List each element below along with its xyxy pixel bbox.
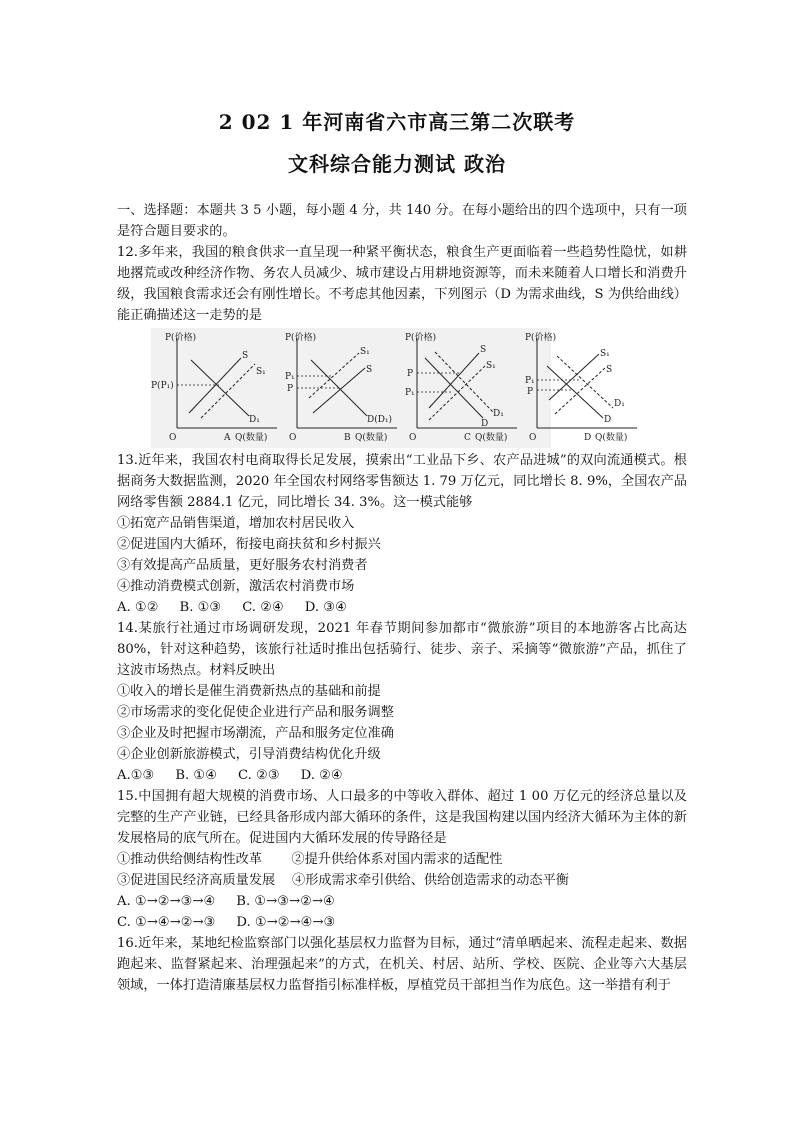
figure-d-p: P xyxy=(527,387,534,397)
figure-d-xlabel: Q(数量) xyxy=(595,433,628,443)
question-14-item-3: ③企业及时把握市场潮流，产品和服务定位准确 xyxy=(117,726,394,741)
figure-a-price: P(P₁) xyxy=(151,381,174,391)
exam-subtitle: 文科综合能力测试 政治 xyxy=(288,152,506,176)
question-14-stem: 14.某旅行社通过市场调研发现，2021 年春节期间参加都市“微旅游”项目的本地游客占比高达 80%，针对这种趋势，该旅行社适时推出包括骑行、徒步、亲子、采摘等“微旅游”产品，抓住了这波市场热点。材料反映出 xyxy=(117,621,687,678)
figure-a-origin: O xyxy=(169,433,177,443)
figure-b-xlabel: Q(数量) xyxy=(355,433,388,443)
figure-c-s: S xyxy=(480,345,487,355)
figure-b-p1: P₁ xyxy=(285,372,295,382)
figure-d-origin: O xyxy=(529,433,537,443)
figure-d-s1: S₁ xyxy=(600,349,610,359)
figure-d-label: D xyxy=(584,433,592,443)
exam-body xyxy=(117,200,687,996)
question-14-item-4: ④企业创新旅游模式，引导消费结构优化升级 xyxy=(117,747,381,762)
figure-c-origin: O xyxy=(409,433,417,443)
exam-title: 2 02 1 年河南省六市高三第二次联考 xyxy=(218,110,576,134)
question-12-figures xyxy=(117,328,687,448)
figure-b-s: S xyxy=(366,365,373,375)
figure-a xyxy=(149,328,289,448)
figure-d-d: D xyxy=(604,415,612,425)
figure-b xyxy=(269,328,409,448)
question-15-item-row-1: ①推动供给侧结构性改革 ②提升供给体系对国内需求的适配性 xyxy=(117,852,503,867)
figure-b-p: P xyxy=(287,384,294,394)
section-intro: 一、选择题：本题共 3 5 小题，每小题 4 分，共 140 分。在每小题给出的四个选项中，只有一项是符合题目要求的。 xyxy=(117,203,687,239)
figure-d-d1: D₁ xyxy=(614,399,625,409)
figure-b-origin: O xyxy=(289,433,297,443)
figure-c-ylabel: P(价格) xyxy=(405,333,437,343)
figure-c-xlabel: Q(数量) xyxy=(475,433,508,443)
figure-b-d: D(D₁) xyxy=(367,415,393,425)
figure-c-d1: D₁ xyxy=(493,409,504,419)
figure-d xyxy=(509,328,649,448)
figure-a-s1: S₁ xyxy=(256,367,266,377)
figure-d-p1: P₁ xyxy=(525,376,535,386)
figure-b-ylabel: P(价格) xyxy=(285,333,317,343)
question-15-options-row-1: A. ①→②→③→④ B. ①→③→②→④ xyxy=(117,894,335,909)
question-13-item-3: ③有效提高产品质量，更好服务农村消费者 xyxy=(117,558,368,573)
question-14-item-1: ①收入的增长是催生消费新热点的基础和前提 xyxy=(117,684,381,699)
figure-a-d1: D₁ xyxy=(249,415,260,425)
question-12-stem: 12.多年来，我国的粮食供求一直呈现一种紧平衡状态，粮食生产更面临着一些趋势性隐忧，如耕地撂荒或改种经济作物、务农人员减少、城市建设占用耕地资源等，而未来随着人口增长和消费升级，我国粮食需求还会有刚性增长。不考虑其他因素，下列图示（D 为需求曲线，S 为供给曲线）能正确描述这一走势的是 xyxy=(117,245,687,323)
figure-c-s1: S₁ xyxy=(486,361,496,371)
figure-c-label: C xyxy=(464,433,471,443)
figure-c-p: P xyxy=(407,369,414,379)
question-13-options: A. ①② B. ①③ C. ②④ D. ③④ xyxy=(117,600,347,615)
figure-c xyxy=(389,328,529,448)
question-14-item-2: ②市场需求的变化促使企业进行产品和服务调整 xyxy=(117,705,394,720)
figure-d-ylabel: P(价格) xyxy=(525,333,557,343)
figure-d-s: S xyxy=(606,365,613,375)
figure-a-xlabel: Q(数量) xyxy=(235,433,268,443)
question-16-stem: 16.近年来，某地纪检监察部门以强化基层权力监督为目标，通过“清单晒起来、流程走起来、数据跑起来、监督紧起来、治理强起来”的方式，在机关、村居、站所、学校、医院、企业等六大基层领域，一体打造清廉基层权力监督指引标准样板，厚植党员干部担当作为底色。这一举措有利于 xyxy=(117,936,687,993)
question-13-item-4: ④推动消费模式创新，激活农村消费市场 xyxy=(117,579,355,594)
figure-b-label: B xyxy=(344,433,351,443)
question-15-item-row-2: ③促进国民经济高质量发展 ④形成需求牵引供给、供给创造需求的动态平衡 xyxy=(117,873,569,888)
question-15-options-row-2: C. ①→④→②→③ D. ①→②→④→③ xyxy=(117,915,336,930)
figure-a-label: A xyxy=(224,433,231,443)
question-13-item-2: ②促进国内大循环，衔接电商扶贫和乡村振兴 xyxy=(117,537,381,552)
question-14-options: A.①③ B. ①④ C. ②③ D. ②④ xyxy=(117,768,343,783)
question-15-stem: 15.中国拥有超大规模的消费市场、人口最多的中等收入群体、超过 1 00 万亿元的经济总量以及完整的生产产业链，已经具备形成内部大循环的条件，这是我国构建以国内经济大循环为主体的新发展格局的底气所在。促进国内大循环发展的传导路径是 xyxy=(117,789,687,846)
question-13-item-1: ①拓宽产品销售渠道，增加农村居民收入 xyxy=(117,516,355,531)
figure-b-s1: S₁ xyxy=(360,347,370,357)
question-13-stem: 13.近年来，我国农村电商取得长足发展，摸索出“工业品下乡、农产品进城”的双向流通模式。根据商务大数据监测，2020 年全国农村网络零售额达 1. 79 万亿元，同比增长 8. 9%，全国农产品网络零售额 2884.1 亿元，同比增长 34. 3%。这一模式能够 xyxy=(117,453,687,510)
figure-a-s: S xyxy=(242,351,249,361)
figure-a-ylabel: P(价格) xyxy=(165,333,197,343)
figure-c-p1: P₁ xyxy=(405,388,415,398)
figure-c-d: D xyxy=(481,419,489,429)
